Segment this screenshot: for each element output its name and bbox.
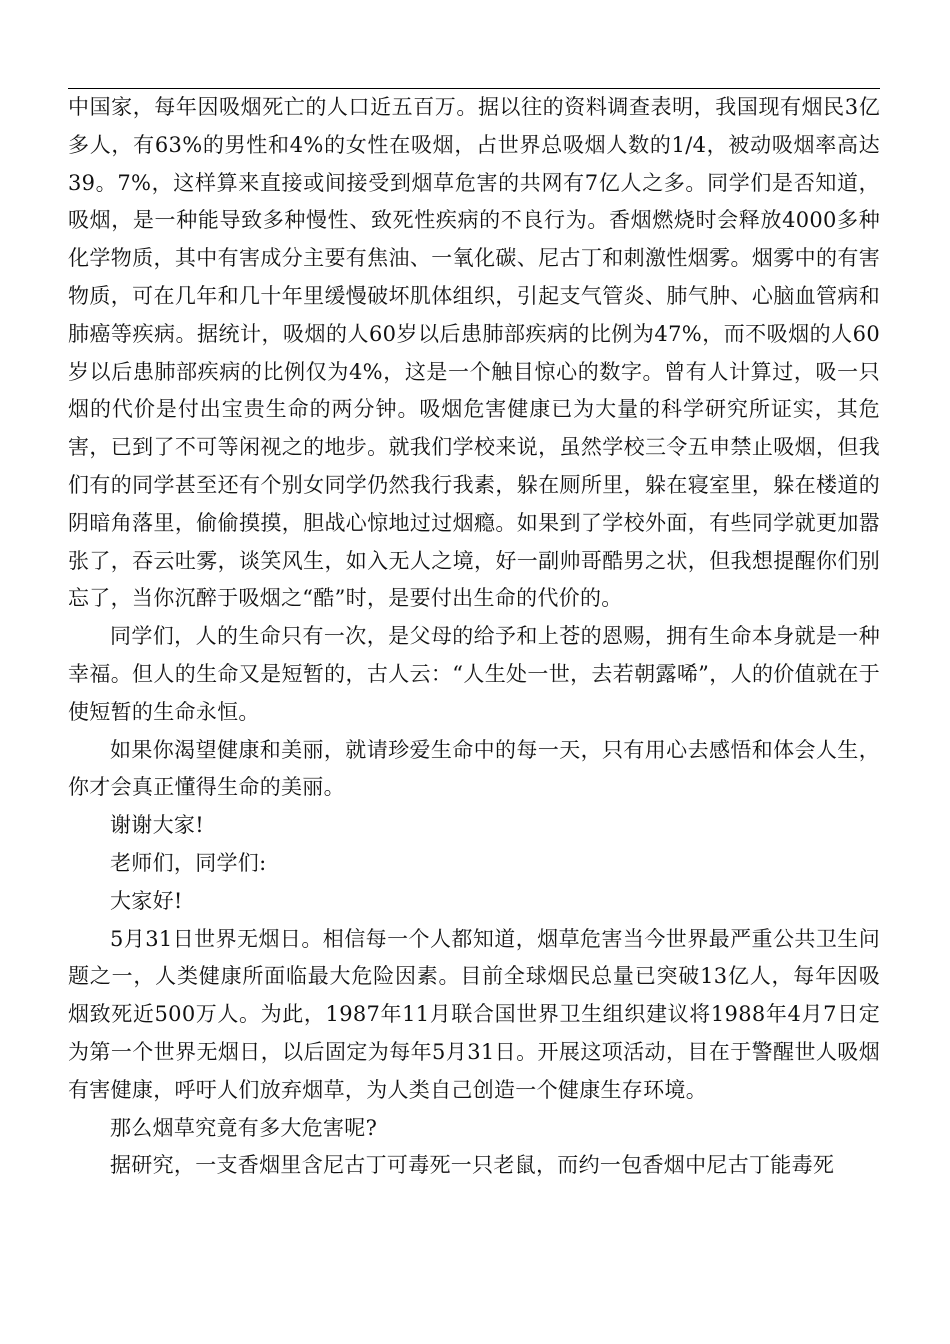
- paragraph-world-no-tobacco-day: 5月31日世界无烟日。相信每一个人都知道，烟草危害当今世界最严重公共卫生问题之一，人类健康所面临最大危险因素。目前全球烟民总量已突破13亿人，每年因吸烟致死近500万人。为此，1987年11月联合国世界卫生组织建议将1988年4月7日定为第一个世界无烟日，以后固定为每年5月31日。开展这项活动，目在于警醒世人吸烟有害健康，呼吁人们放弃烟草，为人类自己创造一个健康生存环境。: [68, 926, 880, 1102]
- paragraph-research: 据研究，一支香烟里含尼古丁可毒死一只老鼠，而约一包香烟中尼古丁能毒死: [110, 1153, 835, 1178]
- document-body: [68, 89, 880, 1185]
- paragraph-question: 那么烟草究竟有多大危害呢?: [110, 1115, 378, 1140]
- paragraph-thanks: 谢谢大家!: [110, 813, 204, 838]
- paragraph-greeting: 大家好!: [110, 888, 183, 913]
- paragraph-smoking-harm-continued: 中国家，每年因吸烟死亡的人口近五百万。据以往的资料调查表明，我国现有烟民3亿多人，有63%的男性和4%的女性在吸烟，占世界总吸烟人数的1/4，被动吸烟率高达39。7%，这样算来直接或间接受到烟草危害的共网有7亿人之多。同学们是否知道，吸烟，是一种能导致多种慢性、致死性疾病的不良行为。香烟燃烧时会释放4000多种化学物质，其中有害成分主要有焦油、一氧化碳、尼古丁和刺激性烟雾。烟雾中的有害物质，可在几年和几十年里缓慢破坏肌体组织，引起支气管炎、肺气肿、心脑血管病和肺癌等疾病。据统计，吸烟的人60岁以后患肺部疾病的比例为47%，而不吸烟的人60岁以后患肺部疾病的比例仅为4%，这是一个触目惊心的数字。曾有人计算过，吸一只烟的代价是付出宝贵生命的两分钟。吸烟危害健康已为大量的科学研究所证实，其危害，已到了不可等闲视之的地步。就我们学校来说，虽然学校三令五申禁止吸烟，但我们有的同学甚至还有个别女同学仍然我行我素，躲在厕所里，躲在寝室里，躲在楼道的阴暗角落里，偷偷摸摸，胆战心惊地过过烟瘾。如果到了学校外面，有些同学就更加嚣张了，吞云吐雾，谈笑风生，如入无人之境，好一副帅哥酷男之状，但我想提醒你们别忘了，当你沉醉于吸烟之“酷”时，是要付出生命的代价的。: [68, 95, 880, 611]
- paragraph-value-of-life: 同学们，人的生命只有一次，是父母的给予和上苍的恩赐，拥有生命本身就是一种幸福。但人的生命又是短暂的，古人云：“人生处一世，去若朝露唏”，人的价值就在于使短暂的生命永恒。: [68, 624, 880, 724]
- paragraph-cherish-life: 如果你渴望健康和美丽，就请珍爱生命中的每一天，只有用心去感悟和体会人生，你才会真正懂得生命的美丽。: [68, 737, 880, 800]
- paragraph-salutation: 老师们，同学们:: [110, 850, 267, 875]
